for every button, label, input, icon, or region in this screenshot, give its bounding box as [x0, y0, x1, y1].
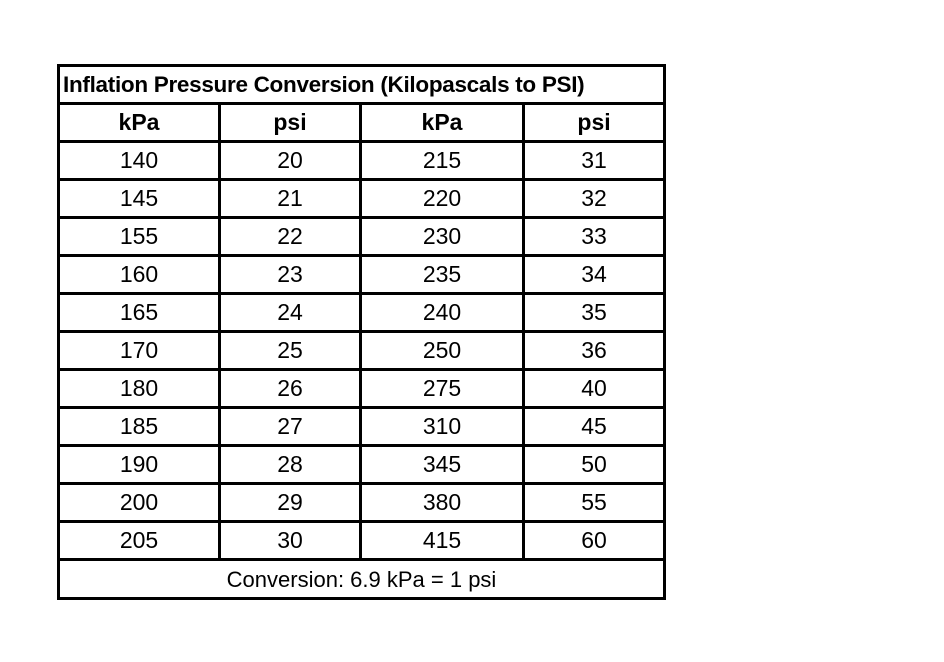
table-row: [59, 370, 665, 408]
psi-cell: 21: [220, 180, 361, 218]
table-title: Inflation Pressure Conversion (Kilopascals to PSI): [59, 66, 665, 104]
table-row: [59, 522, 665, 560]
psi-cell: 45: [524, 408, 665, 446]
kpa-cell: 380: [361, 484, 524, 522]
kpa-cell: 180: [59, 370, 220, 408]
kpa-cell: 310: [361, 408, 524, 446]
psi-cell: 35: [524, 294, 665, 332]
kpa-cell: 215: [361, 142, 524, 180]
kpa-cell: 165: [59, 294, 220, 332]
table-row: [59, 332, 665, 370]
psi-cell: 34: [524, 256, 665, 294]
psi-cell: 20: [220, 142, 361, 180]
psi-cell: 31: [524, 142, 665, 180]
psi-cell: 40: [524, 370, 665, 408]
table-row: [59, 218, 665, 256]
kpa-cell: 140: [59, 142, 220, 180]
psi-cell: 36: [524, 332, 665, 370]
header-psi-right: psi: [524, 104, 665, 142]
psi-cell: 55: [524, 484, 665, 522]
kpa-cell: 220: [361, 180, 524, 218]
psi-cell: 24: [220, 294, 361, 332]
table-row: [59, 142, 665, 180]
kpa-cell: 190: [59, 446, 220, 484]
psi-cell: 50: [524, 446, 665, 484]
psi-cell: 22: [220, 218, 361, 256]
kpa-cell: 250: [361, 332, 524, 370]
psi-cell: 29: [220, 484, 361, 522]
psi-cell: 25: [220, 332, 361, 370]
psi-cell: 27: [220, 408, 361, 446]
table-row: [59, 484, 665, 522]
psi-cell: 23: [220, 256, 361, 294]
kpa-cell: 230: [361, 218, 524, 256]
kpa-cell: 170: [59, 332, 220, 370]
psi-cell: 60: [524, 522, 665, 560]
kpa-cell: 235: [361, 256, 524, 294]
kpa-cell: 205: [59, 522, 220, 560]
table-row: [59, 446, 665, 484]
footer-row: [59, 560, 665, 599]
kpa-cell: 185: [59, 408, 220, 446]
kpa-cell: 155: [59, 218, 220, 256]
psi-cell: 33: [524, 218, 665, 256]
pressure-conversion-table: [57, 64, 666, 600]
kpa-cell: 160: [59, 256, 220, 294]
header-psi-left: psi: [220, 104, 361, 142]
psi-cell: 30: [220, 522, 361, 560]
table-row: [59, 408, 665, 446]
table-row: [59, 180, 665, 218]
kpa-cell: 145: [59, 180, 220, 218]
kpa-cell: 275: [361, 370, 524, 408]
psi-cell: 26: [220, 370, 361, 408]
title-row: [59, 66, 665, 104]
psi-cell: 28: [220, 446, 361, 484]
table-row: [59, 256, 665, 294]
kpa-cell: 200: [59, 484, 220, 522]
psi-cell: 32: [524, 180, 665, 218]
table-row: [59, 294, 665, 332]
conversion-note: Conversion: 6.9 kPa = 1 psi: [59, 560, 665, 599]
kpa-cell: 415: [361, 522, 524, 560]
kpa-cell: 345: [361, 446, 524, 484]
kpa-cell: 240: [361, 294, 524, 332]
header-row: [59, 104, 665, 142]
header-kpa-left: kPa: [59, 104, 220, 142]
header-kpa-right: kPa: [361, 104, 524, 142]
